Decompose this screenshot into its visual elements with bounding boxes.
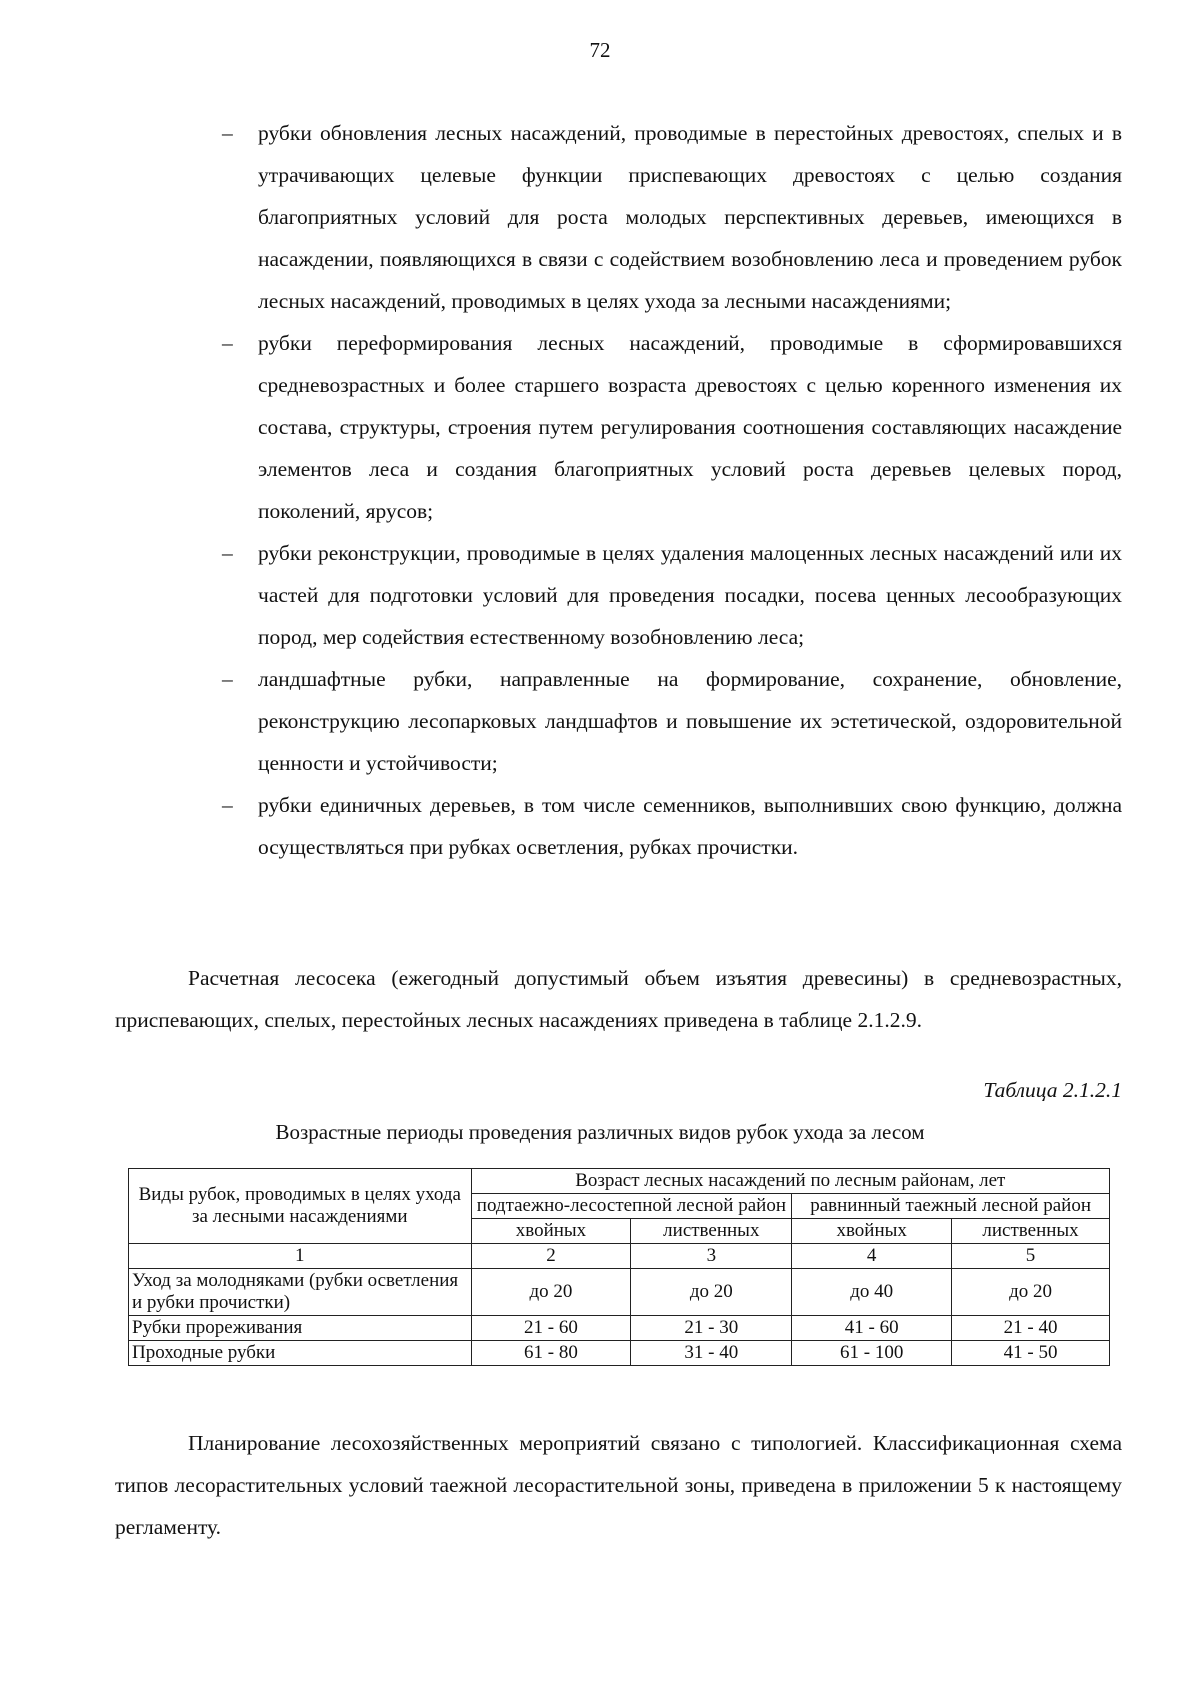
paragraph-planning: Планирование лесохозяйственных мероприятий связано с типологией. Классификационная схема типов лесорастительных условий таежной лесорастительной зоны, приведена в приложении 5 к настоящему регламенту. bbox=[115, 1431, 1122, 1539]
cell-value: до 20 bbox=[952, 1269, 1110, 1316]
cell-value: до 40 bbox=[792, 1269, 952, 1316]
cell-value: до 20 bbox=[631, 1269, 792, 1316]
row-name: Рубки прореживания bbox=[129, 1316, 472, 1341]
header-conifer-2: хвойных bbox=[792, 1219, 952, 1244]
bullet-item: – рубки обновления лесных насаждений, проводимые в перестойных древостоях, спелых и в утрачивающих целевые функции приспевающих древостоях с целью создания благоприятных условий для роста молодых перспективных деревьев, имеющихся в насаждении, появляющихся в связи с содействием возобновлению леса и проведением рубок лесных насаждений, проводимых в целях ухода за лесными насаждениями; bbox=[222, 112, 1122, 322]
cell-value: 61 - 80 bbox=[471, 1341, 631, 1366]
header-region-1: подтаежно-лесостепной лесной район bbox=[471, 1194, 792, 1219]
bullet-list bbox=[222, 112, 1122, 868]
cell-value: до 20 bbox=[471, 1269, 631, 1316]
bullet-item: – рубки реконструкции, проводимые в целях удаления малоценных лесных насаждений или их частей для подготовки условий для проведения посадки, посева ценных лесообразующих пород, мер содействия естественному возобновлению леса; bbox=[222, 532, 1122, 658]
column-number: 5 bbox=[952, 1244, 1110, 1269]
row-name: Уход за молодняками (рубки осветления и рубки прочистки) bbox=[129, 1269, 472, 1316]
table-row bbox=[129, 1341, 1110, 1366]
paragraph-allowable-cut: Расчетная лесосека (ежегодный допустимый объем изъятия древесины) в средневозрастных, приспевающих, спелых, перестойных лесных насаждениях приведена в таблице 2.1.2.9. bbox=[115, 966, 1122, 1032]
row-name: Проходные рубки bbox=[129, 1341, 472, 1366]
cell-value: 41 - 50 bbox=[952, 1341, 1110, 1366]
cell-value: 21 - 60 bbox=[471, 1316, 631, 1341]
column-number: 4 bbox=[792, 1244, 952, 1269]
cell-value: 21 - 40 bbox=[952, 1316, 1110, 1341]
header-age: Возраст лесных насаждений по лесным районам, лет bbox=[471, 1169, 1109, 1194]
header-region-2: равнинный таежный лесной район bbox=[792, 1194, 1110, 1219]
bullet-item: – рубки переформирования лесных насаждений, проводимые в сформировавшихся средневозрастных и более старшего возраста древостоях с целью коренного изменения их состава, структуры, строения путем регулирования соотношения составляющих насаждение элементов леса и создания благоприятных условий роста деревьев целевых пород, поколений, ярусов; bbox=[222, 322, 1122, 532]
column-number: 3 bbox=[631, 1244, 792, 1269]
cell-value: 41 - 60 bbox=[792, 1316, 952, 1341]
header-conifer-1: хвойных bbox=[471, 1219, 631, 1244]
cell-value: 21 - 30 bbox=[631, 1316, 792, 1341]
header-cutting-types: Виды рубок, проводимых в целях ухода за лесными насаждениями bbox=[129, 1169, 472, 1244]
thinning-age-table bbox=[128, 1168, 1110, 1366]
table-row bbox=[129, 1316, 1110, 1341]
header-deciduous-1: лиственных bbox=[631, 1219, 792, 1244]
table-label: Таблица 2.1.2.1 bbox=[983, 1078, 1122, 1102]
bullet-item: – ландшафтные рубки, направленные на формирование, сохранение, обновление, реконструкцию лесопарковых ландшафтов и повышение их эстетической, оздоровительной ценности и устойчивости; bbox=[222, 658, 1122, 784]
header-deciduous-2: лиственных bbox=[952, 1219, 1110, 1244]
table-title: Возрастные периоды проведения различных видов рубок ухода за лесом bbox=[275, 1120, 925, 1144]
column-number: 1 bbox=[129, 1244, 472, 1269]
cell-value: 31 - 40 bbox=[631, 1341, 792, 1366]
cell-value: 61 - 100 bbox=[792, 1341, 952, 1366]
table-row bbox=[129, 1269, 1110, 1316]
column-number-row bbox=[129, 1244, 1110, 1269]
page-number: 72 bbox=[589, 38, 611, 62]
bullet-item: – рубки единичных деревьев, в том числе семенников, выполнивших свою функцию, должна осуществляться при рубках осветления, рубках прочистки. bbox=[222, 784, 1122, 868]
column-number: 2 bbox=[471, 1244, 631, 1269]
